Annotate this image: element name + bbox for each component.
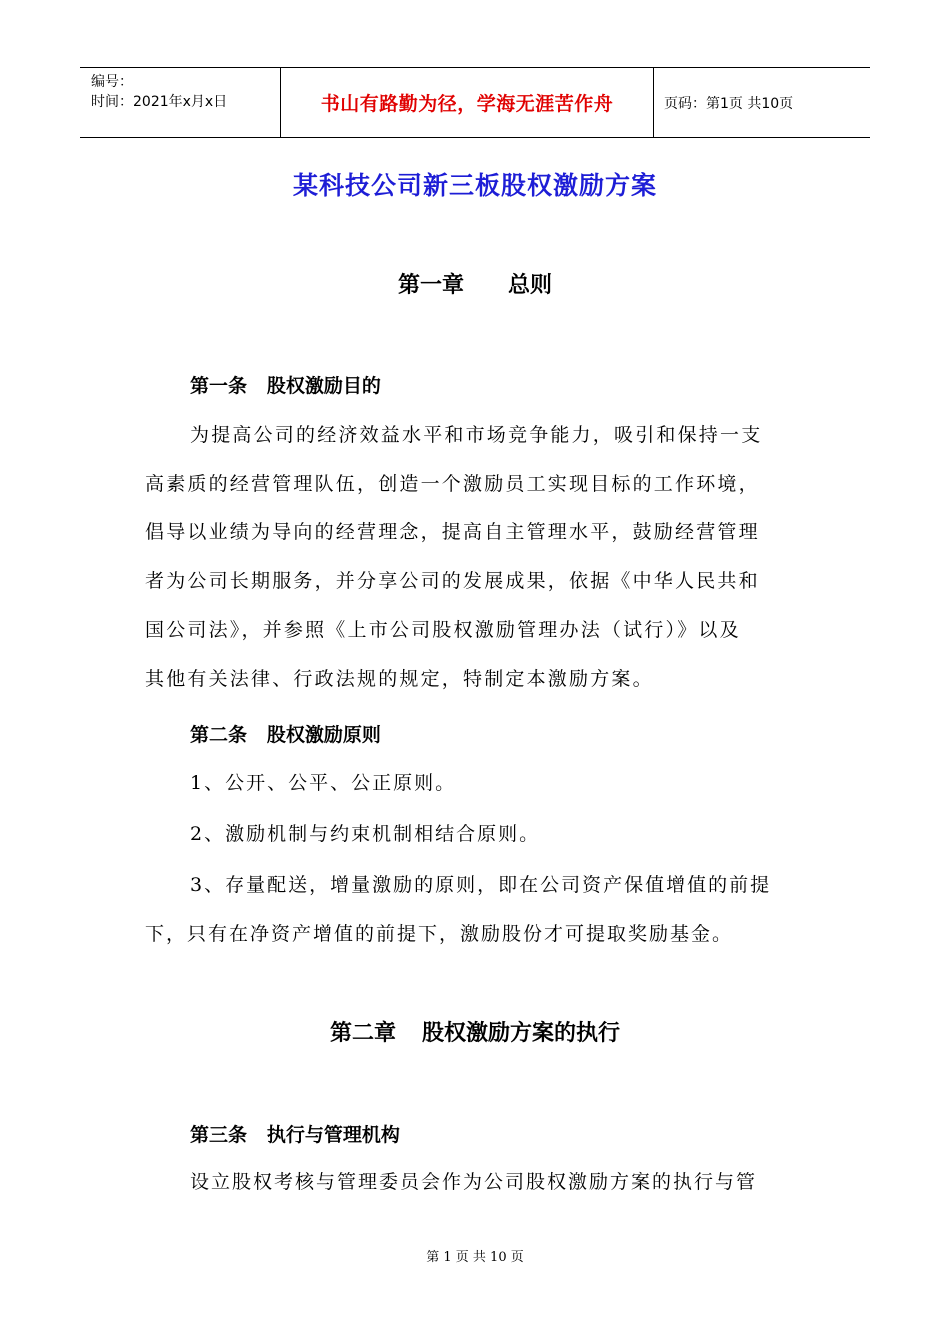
principle-item-2: 2、激励机制与约束机制相结合原则。 [190,823,541,845]
header-page-info: 页码：第1页 共10页 [664,95,794,112]
chapter-2-heading [0,1016,950,1047]
chapter-2-name: 股权激励方案的执行 [422,1020,621,1046]
page-footer: 第 1 页 共 10 页 [426,1250,524,1265]
chapter-2-label: 第二章 [329,1020,396,1046]
principle-item-3-cont: 下，只有在净资产增值的前提下，激励股份才可提取奖励基金。 [145,923,734,945]
header-motto: 书山有路勤为径，学海无涯苦作舟 [281,68,654,137]
chapter-1-label: 第一章 [397,272,464,298]
principle-item-3: 3、存量配送，增量激励的原则，即在公司资产保值增值的前提 [190,874,772,896]
paragraph-line: 其他有关法律、行政法规的规定，特制定本激励方案。 [145,667,654,690]
article-1-paragraph [145,411,805,703]
paragraph-line: 国公司法》，并参照《上市公司股权激励管理办法（试行）》以及 [145,618,741,641]
article-2-heading: 第二条 股权激励原则 [190,724,381,746]
paragraph-line: 为提高公司的经济效益水平和市场竞争能力，吸引和保持一支 [190,424,763,446]
paragraph-line: 倡导以业绩为导向的经营理念，提高自主管理水平，鼓励经营管理 [145,521,760,544]
principle-item-1: 1、公开、公平、公正原则。 [190,772,457,794]
paragraph-line: 者为公司长期服务，并分享公司的发展成果，依据《中华人民共和 [145,570,760,593]
paragraph-line: 高素质的经营管理队伍，创造一个激励员工实现目标的工作环境， [145,472,760,495]
time-label: 时间：2021年x月x日 [91,94,228,110]
header-table [80,67,870,138]
header-meta-cell [80,68,281,137]
article-3-heading: 第三条 执行与管理机构 [190,1124,400,1146]
chapter-1-heading [0,268,950,299]
number-label: 编号： [91,74,133,90]
article-1-heading: 第一条 股权激励目的 [190,375,381,397]
document-title: 某科技公司新三板股权激励方案 [292,171,657,200]
chapter-1-name: 总则 [508,272,553,298]
article-3-line: 设立股权考核与管理委员会作为公司股权激励方案的执行与管 [190,1171,758,1193]
